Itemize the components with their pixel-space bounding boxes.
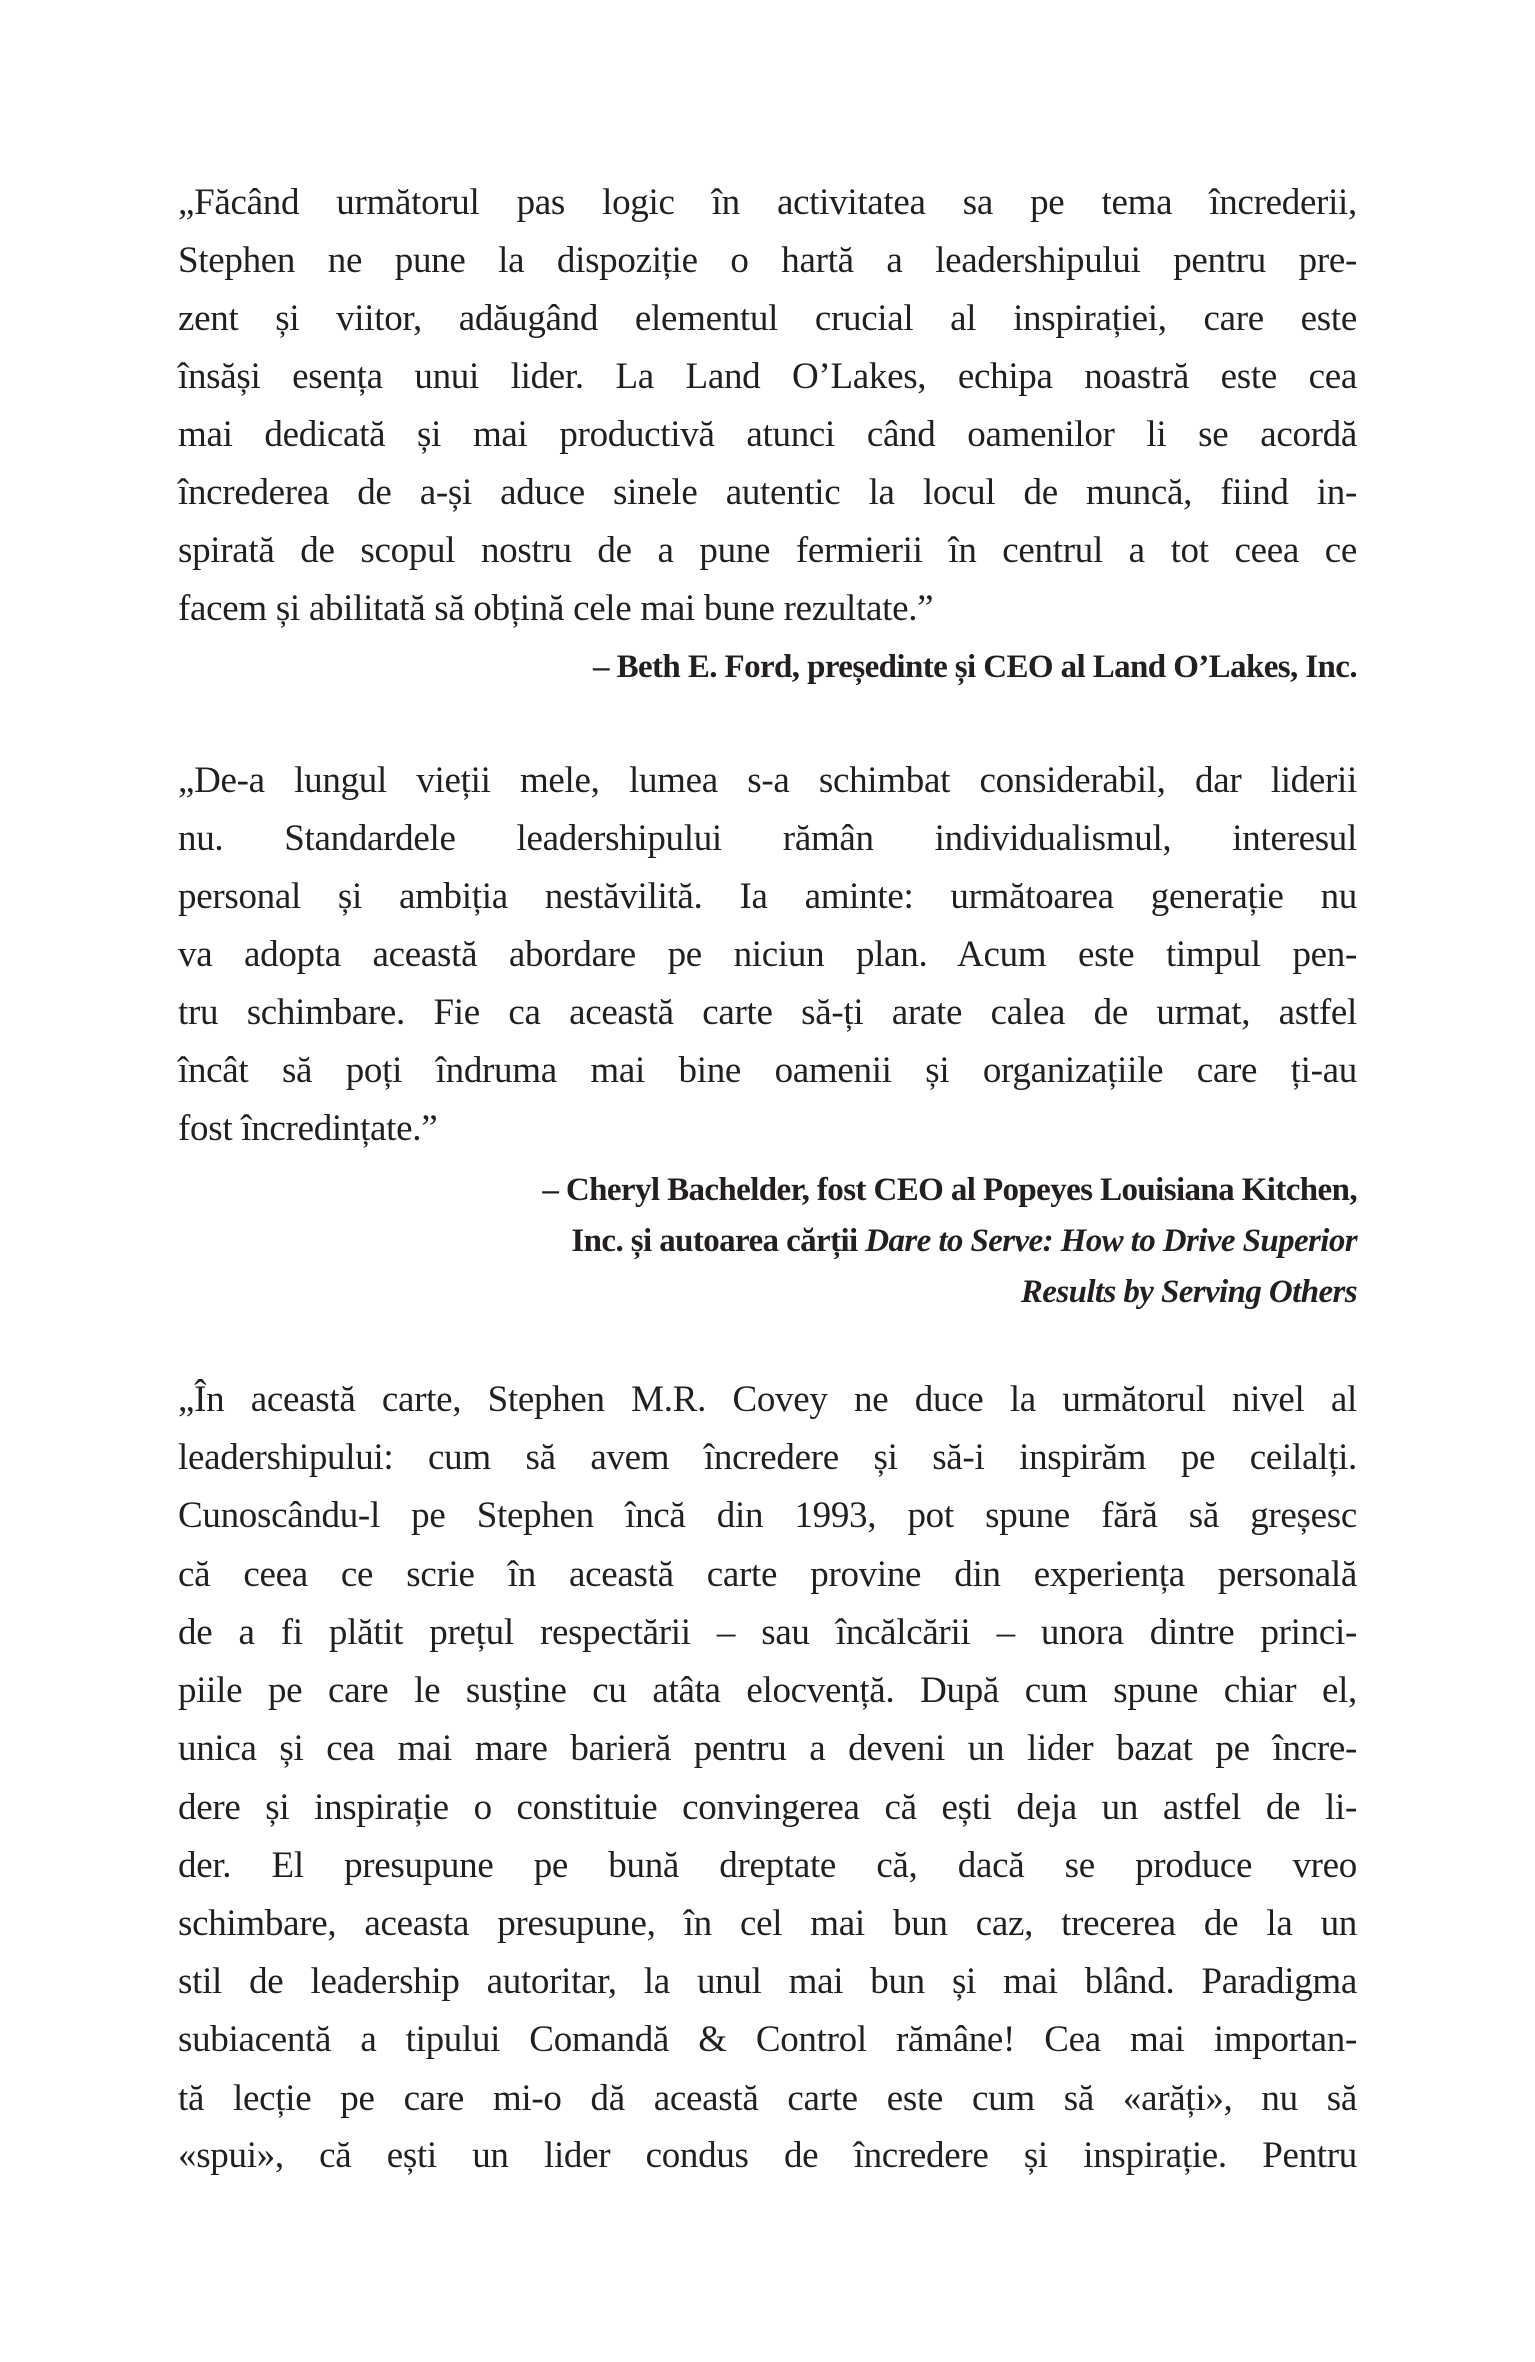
quote-line: tă lecție pe care mi-o dă această carte este cum să «arăți», nu să [178, 2078, 1357, 2119]
quote-attribution: – Beth E. Ford, președinte și CEO al Land O’Lakes, Inc. [593, 649, 1357, 685]
quote-line: nu. Standardele leadershipului rămân individualismul, interesul [178, 818, 1357, 859]
quote-line: însăși esența unui lider. La Land O’Lakes, echipa noastră este cea [178, 356, 1357, 397]
quote-line: „De-a lungul vieții mele, lumea s-a schimbat considerabil, dar liderii [178, 760, 1357, 801]
quote-line: personal și ambiția nestăvilită. Ia aminte: următoarea generație nu [178, 876, 1357, 917]
quote-line: schimbare, aceasta presupune, în cel mai bun caz, trecerea de la un [178, 1903, 1357, 1944]
quote-line: că ceea ce scrie în această carte provine din experiența personală [178, 1554, 1357, 1595]
quote-line: unica și cea mai mare barieră pentru a deveni un lider bazat pe încre- [178, 1728, 1357, 1769]
quote-line: leadershipului: cum să avem încredere și să-i inspirăm pe ceilalți. [178, 1437, 1357, 1478]
quote-line: stil de leadership autoritar, la unul mai bun și mai blând. Paradigma [178, 1961, 1357, 2002]
quote-line: încât să poți îndruma mai bine oamenii și organizațiile care ți-au [178, 1050, 1357, 1091]
quote-line: fost încredințate.” [178, 1108, 438, 1149]
quote-attribution [571, 1221, 1357, 1261]
quote-line: piile pe care le susține cu atâta elocvență. După cum spune chiar el, [178, 1670, 1357, 1711]
quote-attribution: – Cheryl Bachelder, fost CEO al Popeyes Louisiana Kitchen, [542, 1172, 1357, 1208]
quote-line: încrederea de a-și aduce sinele autentic la locul de muncă, fiind in- [178, 472, 1357, 513]
quote-line: mai dedicată și mai productivă atunci când oamenilor li se acordă [178, 414, 1357, 455]
quote-line: spirată de scopul nostru de a pune fermierii în centrul a tot ceea ce [178, 530, 1357, 571]
quote-line: dere și inspirație o constituie convingerea că ești deja un astfel de li- [178, 1787, 1357, 1828]
quote-line: Cunoscându-l pe Stephen încă din 1993, pot spune fără să greșesc [178, 1495, 1357, 1536]
quote-line: va adopta această abordare pe niciun plan. Acum este timpul pen- [178, 934, 1357, 975]
quote-line: facem și abilitată să obțină cele mai bune rezultate.” [178, 588, 934, 629]
quote-line: de a fi plătit prețul respectării – sau încălcării – unora dintre princi- [178, 1612, 1357, 1653]
book-title: Results by Serving Others [1020, 1274, 1357, 1310]
book-title: Dare to Serve: How to Drive Superior [865, 1223, 1357, 1259]
quote-attribution [1021, 1272, 1357, 1312]
quote-line: zent și viitor, adăugând elementul crucial al inspirației, care este [178, 298, 1357, 339]
quote-line: „În această carte, Stephen M.R. Covey ne duce la următorul nivel al [178, 1379, 1357, 1420]
attribution-text: Inc. și autoarea cărții [571, 1223, 866, 1259]
quote-line: tru schimbare. Fie ca această carte să-ți arate calea de urmat, astfel [178, 992, 1357, 1033]
quote-line: subiacentă a tipului Comandă & Control rămâne! Cea mai importan- [178, 2019, 1357, 2060]
quote-line: Stephen ne pune la dispoziție o hartă a leadershipului pentru pre- [178, 240, 1357, 281]
quote-line: «spui», că ești un lider condus de încredere și inspirație. Pentru [178, 2135, 1357, 2176]
quote-line: der. El presupune pe bună dreptate că, dacă se produce vreo [178, 1845, 1357, 1886]
quote-line: „Făcând următorul pas logic în activitatea sa pe tema încrederii, [178, 182, 1357, 223]
